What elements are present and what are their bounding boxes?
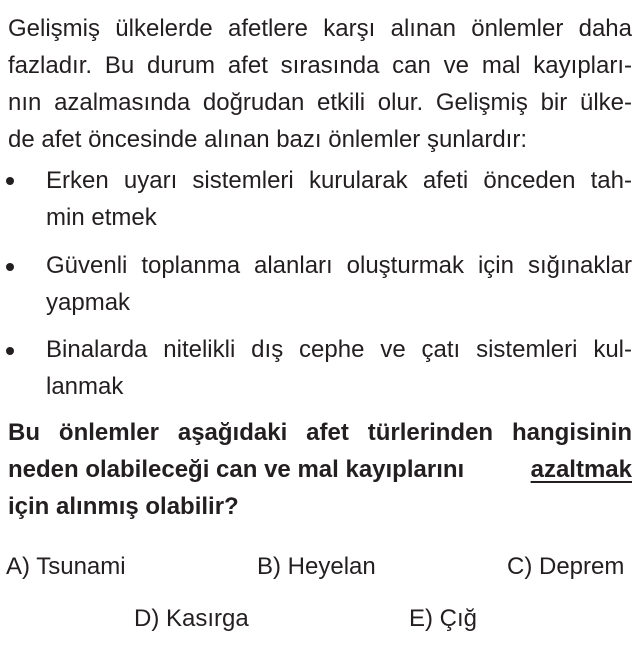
bullet-icon (6, 347, 14, 355)
option-d[interactable]: D) Kasırga (134, 605, 249, 632)
list-item-text: Erken uyarı sistemleri kurularak afeti önceden tah- (46, 167, 632, 194)
list-item-text: Güvenli toplanma alanları oluşturmak için sığınaklar (46, 252, 632, 279)
list-item-text: yapmak (46, 289, 131, 316)
option-a[interactable]: A) Tsunami (6, 553, 126, 580)
option-c[interactable]: C) Deprem (507, 553, 625, 580)
option-e[interactable]: E) Çığ (409, 605, 478, 632)
intro-line: de afet öncesinde alınan bazı önlemler şunlardır: (8, 126, 527, 153)
bullet-icon (6, 263, 14, 271)
question-text: neden olabileceği can ve mal kayıplarını (8, 456, 465, 483)
emphasized-keyword: azaltmak (530, 456, 632, 483)
list-item-text: Binalarda nitelikli dış cephe ve çatı sistemleri kul- (46, 336, 632, 363)
intro-line: nın azalmasında doğrudan etkili olur. Gelişmiş bir ülke- (8, 89, 632, 116)
option-b[interactable]: B) Heyelan (257, 553, 376, 580)
list-item-text: min etmek (46, 204, 157, 231)
intro-line: fazladır. Bu durum afet sırasında can ve mal kayıpları- (8, 52, 632, 79)
question-line (8, 455, 632, 485)
bullet-icon (6, 177, 14, 185)
question-line: Bu önlemler aşağıdaki afet türlerinden hangisinin (8, 419, 632, 446)
list-item-text: lanmak (46, 373, 124, 400)
question-line: için alınmış olabilir? (8, 493, 239, 520)
intro-line: Gelişmiş ülkelerde afetlere karşı alınan önlemler daha (8, 15, 632, 42)
